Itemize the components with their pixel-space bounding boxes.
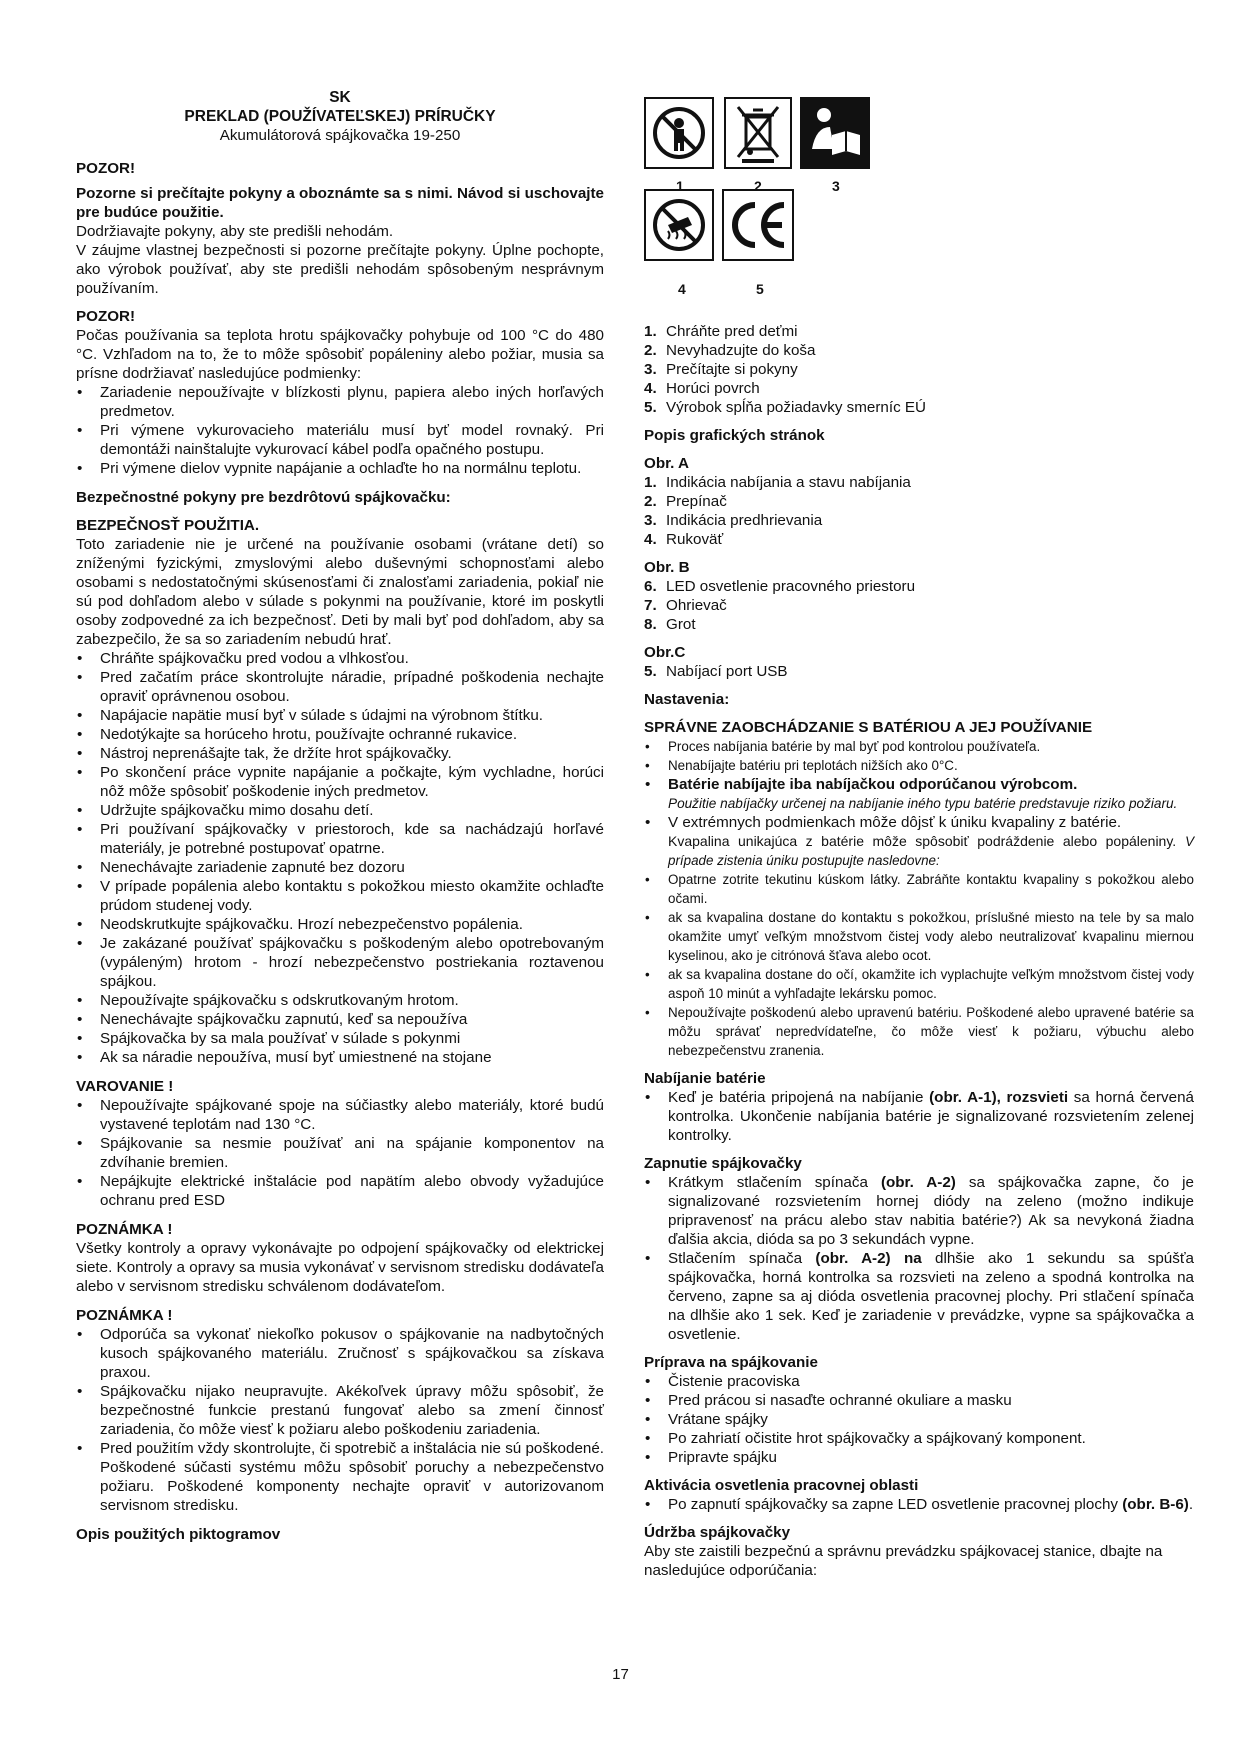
list-item: • V prípade popálenia alebo kontaktu s pokožkou miesto okamžite ochlaďte prúdom studenej vody.	[76, 877, 604, 915]
list-item	[644, 813, 1194, 870]
list-item: • ak sa kvapalina dostane do kontaktu s pokožkou, príslušné miesto na tele by sa malo okamžite umyť veľkým množstvom čistej vody alebo neutralizovať kvapalinu miernou kyselinou, ako je citrónová šťava alebo ocot.	[644, 908, 1194, 965]
crossed-bin-icon	[724, 97, 792, 169]
figure-b-heading: Obr. B	[644, 559, 690, 576]
pictogram-panel	[644, 97, 944, 317]
list-item: • Čistenie pracoviska	[644, 1372, 1194, 1391]
list-item: • Krátkym stlačením spínača (obr. A-2) sa spájkovačka zapne, čo je signalizované rozsvietením hornej diódy na zeleno (možno indikuje pripravenosť na prácu alebo stav nabitia batérie?) Ak sa nevykoná žiadna ďalšia akcia, dióda sa po 3 sekundách vypne.	[644, 1173, 1194, 1249]
list-item: 2. Prepínač	[644, 492, 1194, 511]
battery-leak-instruction: V prípade zistenia úniku postupujte nasledovne:	[668, 834, 1194, 868]
list-item: 7. Ohrievač	[644, 596, 1194, 615]
pictogram-section-heading: Opis použitých piktogramov	[76, 1526, 281, 1543]
figure-c-list	[644, 662, 1194, 681]
list-item: • Ak sa náradie nepoužíva, musí byť umiestnené na stojane	[76, 1048, 604, 1067]
list-item: • Pri používaní spájkovačky v priestoroch, kde sa nachádzajú horľavé materiály, je potrebné postupovať opatrne.	[76, 820, 604, 858]
list-item: • Napájacie napätie musí byť v súlade s údajmi na výrobnom štítku.	[76, 706, 604, 725]
list-item: • Pred prácou si nasaďte ochranné okuliare a masku	[644, 1391, 1194, 1410]
warning-list	[76, 1096, 604, 1210]
list-item: 6. LED osvetlenie pracovného priestoru	[644, 577, 1194, 596]
language-code: SK	[329, 89, 351, 106]
battery-charger-warning: Batérie nabíjajte iba nabíjačkou odporúčanou výrobcom.	[668, 776, 1078, 793]
charging-heading: Nabíjanie batérie	[644, 1070, 766, 1087]
pictogram-label-5: 5	[756, 281, 764, 297]
ce-mark-icon	[722, 189, 794, 261]
list-item: • ak sa kvapalina dostane do očí, okamžite ich vyplachujte veľkým množstvom čistej vody aspoň 10 minút a vyhľadajte lekársku pomoc.	[644, 965, 1194, 1003]
list-item: 5. Výrobok spĺňa požiadavky smerníc EÚ	[644, 398, 1194, 417]
note-text-1: Všetky kontroly a opravy vykonávajte po odpojení spájkovačky od elektrickej siete. Kontroly a opravy sa musia vykonávať v servisnom stredisku dodávateľa alebo v servisnom stredisku schválenom dodávateľom.	[76, 1240, 604, 1295]
figure-c-heading: Obr.C	[644, 644, 686, 661]
list-item: • Udržujte spájkovačku mimo dosahu detí.	[76, 801, 604, 820]
switch-on-heading: Zapnutie spájkovačky	[644, 1155, 802, 1172]
list-item: • Stlačením spínača (obr. A-2) na dlhšie ako 1 sekundu sa spúšťa spájkovačka, horná kontrolka sa rozsvieti na zeleno a spodná kontrolka na červeno, zapne sa aj dióda osvetlenia pracovnej plochy. Pri stlačení spínača na dlhšie ako 1 sek. Keď je zariadenie v prevádzke, vypne sa spájkovačka a osvetlenie.	[644, 1249, 1194, 1344]
page-number: 17	[612, 1666, 629, 1683]
list-item: • Nedotýkajte sa horúceho hrotu, používajte ochranné rukavice.	[76, 725, 604, 744]
maintenance-heading: Údržba spájkovačky	[644, 1524, 791, 1541]
battery-leak-text: V extrémnych podmienkach môže dôjsť k úniku kvapaliny z batérie.	[668, 814, 1122, 831]
led-heading: Aktivácia osvetlenia pracovnej oblasti	[644, 1477, 919, 1494]
battery-leak-detail: Kvapalina unikajúca z batérie môže spôsobiť podráždenie alebo popáleniny.	[668, 833, 1177, 849]
pozor-heading-2: POZOR!	[76, 308, 136, 325]
list-item: 8. Grot	[644, 615, 1194, 634]
list-item: • Pri výmene dielov vypnite napájanie a ochlaďte ho na normálnu teplotu.	[76, 459, 604, 478]
list-item: • Nenechávajte spájkovačku zapnutú, keď sa nepoužíva	[76, 1010, 604, 1029]
list-item: 1. Chráňte pred deťmi	[644, 322, 1194, 341]
pozor-temperature-text: Počas používania sa teplota hrotu spájkovačky pohybuje od 100 °C do 480 °C. Vzhľadom na to, že to môže spôsobiť popáleniny alebo požiar, musia sa prísne dodržiavať nasledujúce podmienky:	[76, 327, 604, 382]
list-item: • Opatrne zotrite tekutinu kúskom látky. Zabráňte kontaktu kvapaliny s pokožkou alebo očami.	[644, 870, 1194, 908]
pozor-heading-1: POZOR!	[76, 160, 136, 177]
list-item: • Nenabíjajte batériu pri teplotách nižších ako 0°C.	[644, 756, 1194, 775]
list-item: • Po skončení práce vypnite napájanie a počkajte, kým vychladne, horúci nôž môže spôsobiť poškodenie iných predmetov.	[76, 763, 604, 801]
battery-list	[644, 737, 1194, 1060]
list-item: 3. Prečítajte si pokyny	[644, 360, 1194, 379]
warning-heading: VAROVANIE !	[76, 1078, 174, 1095]
list-item	[644, 775, 1194, 813]
led-list	[644, 1495, 1194, 1514]
list-item: 4. Horúci povrch	[644, 379, 1194, 398]
charging-list	[644, 1088, 1194, 1145]
pozor-text-2: V záujme vlastnej bezpečnosti si pozorne prečítajte pokyny. Úplne pochopte, ako výrobok používať, aby ste predišli nehodám spôsobeným nesprávnym používaním.	[76, 242, 604, 297]
battery-heading: SPRÁVNE ZAOBCHÁDZANIE S BATÉRIOU A JEJ POUŽÍVANIE	[644, 719, 1093, 736]
list-item: • Spájkovačka by sa mala používať v súlade s pokynmi	[76, 1029, 604, 1048]
pictogram-legend-list	[644, 322, 1194, 417]
pictogram-label-1: 1	[676, 178, 684, 194]
pozor-conditions-list	[76, 383, 604, 478]
list-item: • Odporúča sa vykonať niekoľko pokusov o spájkovanie na nadbytočných kusoch spájkovaného materiálu. Zručnosť s spájkovačkou sa získava praxou.	[76, 1325, 604, 1382]
list-item: 4. Rukoväť	[644, 530, 1194, 549]
list-item: • Nepoužívajte poškodenú alebo upravenú batériu. Poškodené alebo upravené batérie sa môžu správať nepredvídateľne, čo môže viesť k požiaru, výbuchu alebo nebezpečenstvu zranenia.	[644, 1003, 1194, 1060]
keep-away-children-icon	[644, 97, 714, 169]
preparation-heading: Príprava na spájkovanie	[644, 1354, 818, 1371]
list-item: • Keď je batéria pripojená na nabíjanie (obr. A-1), rozsvieti sa horná červená kontrolka. Ukončenie nabíjania batérie je signalizované rozsvietením zelenej kontrolky.	[644, 1088, 1194, 1145]
product-subtitle: Akumulátorová spájkovačka 19-250	[219, 127, 461, 144]
pictogram-label-4: 4	[678, 281, 686, 297]
graphics-heading: Popis grafických stránok	[644, 427, 825, 444]
list-item: 1. Indikácia nabíjania a stavu nabíjania	[644, 473, 1194, 492]
list-item: • Pred začatím práce skontrolujte náradie, prípadné poškodenia nechajte opraviť oprávnenou osobou.	[76, 668, 604, 706]
list-item: • Spájkovanie sa nesmie používať ani na spájanie komponentov na zdvíhanie bremien.	[76, 1134, 604, 1172]
note-heading-1: POZNÁMKA !	[76, 1221, 173, 1238]
list-item: • Po zahriatí očistite hrot spájkovačky a spájkovaný komponent.	[644, 1429, 1194, 1448]
figure-a-heading: Obr. A	[644, 455, 690, 472]
preparation-list	[644, 1372, 1194, 1467]
figure-a-list	[644, 473, 1194, 549]
safety-heading: Bezpečnostné pokyny pre bezdrôtovú spájkovačku:	[76, 489, 451, 506]
pictogram-label-3: 3	[832, 178, 840, 194]
list-item: • Spájkovačku nijako neupravujte. Akékoľvek úpravy môžu spôsobiť, že bezpečnostné funkcie prestanú fungovať alebo sa zmení činnosť zariadenia, čo môže viesť k požiaru alebo poškodeniu zariadenia.	[76, 1382, 604, 1439]
read-manual-icon	[800, 97, 870, 169]
use-safety-text: Toto zariadenie nie je určené na používanie osobami (vrátane detí) so zníženými fyzickými, zmyslovými alebo duševnými schopnosťami alebo osobami s nedostatočnými skúsenosťami či znalosťami zariadenia, pokiaľ nie sú pod dohľadom alebo v súlade s pokynmi na používanie, ktoré im poskytli osoby zodpovedné za ich bezpečnosť. Deti by mali byť pod dohľadom, aby sa zabezpečilo, že sa so zariadením nebudú hrať.	[76, 536, 604, 648]
pictogram-label-2: 2	[754, 178, 762, 194]
list-item: • Po zapnutí spájkovačky sa zapne LED osvetlenie pracovnej plochy (obr. B-6).	[644, 1495, 1194, 1514]
list-item: • Pripravte spájku	[644, 1448, 1194, 1467]
list-item: • Nepájkujte elektrické inštalácie pod napätím alebo obvody vyžadujúce ochranu pred ESD	[76, 1172, 604, 1210]
list-item: • Neodskrutkujte spájkovačku. Hrozí nebezpečenstvo popálenia.	[76, 915, 604, 934]
page-title: PREKLAD (POUŽÍVATEĽSKEJ) PRÍRUČKY	[184, 108, 496, 125]
list-item: • Nepoužívajte spájkovačku s odskrutkovaným hrotom.	[76, 991, 604, 1010]
list-item: • Pri výmene vykurovacieho materiálu musí byť model rovnaký. Pri demontáži nainštalujte vykurovací kábel podľa opačného postupu.	[76, 421, 604, 459]
note-heading-2: POZNÁMKA !	[76, 1307, 173, 1324]
list-item: • Nástroj neprenášajte tak, že držíte hrot spájkovačky.	[76, 744, 604, 763]
maintenance-text: Aby ste zaistili bezpečnú a správnu prevádzku spájkovacej stanice, dbajte na nasledujúce odporúčania:	[644, 1543, 1163, 1579]
list-item: • Nenechávajte zariadenie zapnuté bez dozoru	[76, 858, 604, 877]
list-item: 2. Nevyhadzujte do koša	[644, 341, 1194, 360]
use-safety-heading: BEZPEČNOSŤ POUŽITIA.	[76, 517, 260, 534]
battery-charger-risk: Použitie nabíjačky určenej na nabíjanie iného typu batérie predstavuje riziko požiaru.	[668, 796, 1178, 811]
switch-on-list	[644, 1173, 1194, 1344]
list-item: 3. Indikácia predhrievania	[644, 511, 1194, 530]
right-column	[644, 97, 1194, 1580]
figure-b-list	[644, 577, 1194, 634]
list-item: • Chráňte spájkovačku pred vodou a vlhkosťou.	[76, 649, 604, 668]
pozor-warning-bold: Pozorne si prečítajte pokyny a oboznámte sa s nimi. Návod si uschovajte pre budúce použitie.	[76, 185, 604, 221]
list-item: 5. Nabíjací port USB	[644, 662, 1194, 681]
list-item: • Pred použitím vždy skontrolujte, či spotrebič a inštalácia nie sú poškodené. Poškodené súčasti systému môžu spôsobiť poruchy a nebezpečenstvo požiaru. Poškodené komponenty nechajte opraviť v autorizovanom servisnom stredisku.	[76, 1439, 604, 1515]
use-safety-list	[76, 649, 604, 1067]
list-item: • Vrátane spájky	[644, 1410, 1194, 1429]
list-item: • Nepoužívajte spájkované spoje na súčiastky alebo materiály, ktoré budú vystavené teplotám nad 130 °C.	[76, 1096, 604, 1134]
note-list	[76, 1325, 604, 1515]
list-item: • Proces nabíjania batérie by mal byť pod kontrolou používateľa.	[644, 737, 1194, 756]
list-item: • Je zakázané používať spájkovačku s poškodeným alebo opotrebovaným (vypáleným) hrotom - hrozí nebezpečenstvo postriekania roztavenou spájkou.	[76, 934, 604, 991]
left-column	[76, 88, 604, 1544]
list-item: • Zariadenie nepoužívajte v blízkosti plynu, papiera alebo iných horľavých predmetov.	[76, 383, 604, 421]
hot-surface-icon	[644, 189, 714, 261]
pozor-text-1: Dodržiavajte pokyny, aby ste predišli nehodám.	[76, 223, 394, 240]
settings-heading: Nastavenia:	[644, 691, 730, 708]
